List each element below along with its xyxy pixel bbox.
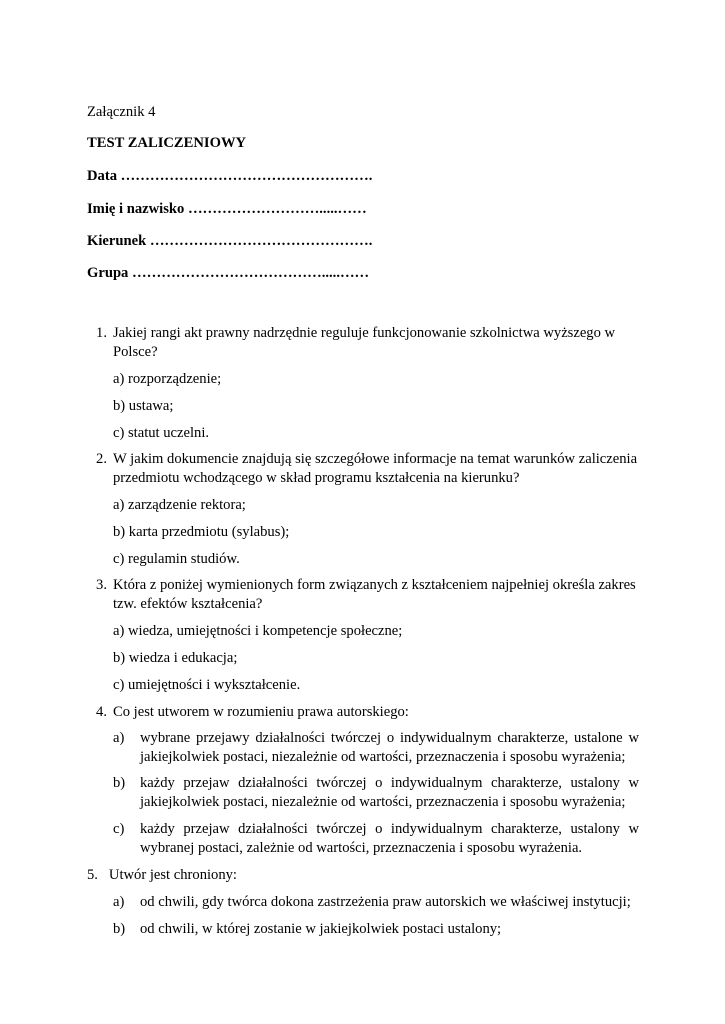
q1-option-a: a) rozporządzenie; [113, 371, 222, 387]
q3-option-a: a) wiedza, umiejętności i kompetencje społeczne; [113, 623, 403, 639]
q3-option-c: c) umiejętności i wykształcenie. [113, 677, 301, 693]
question-number: 1. [96, 325, 107, 341]
question-text: Co jest utworem w rozumieniu prawa autorskiego: [113, 704, 409, 720]
q2-option-a: a) zarządzenie rektora; [113, 497, 246, 513]
question-text: Utwór jest chroniony: [108, 867, 237, 883]
test-title: TEST ZALICZENIOWY [87, 135, 247, 151]
option-text: od chwili, w której zostanie w jakiejkolwiek postaci ustalony; [140, 921, 502, 937]
option-label: a) [113, 730, 125, 746]
question-1 [87, 324, 642, 362]
option-text-line-1: wybrane przejawy działalności twórczej o indywidualnym charakterze, ustalone w [140, 730, 639, 746]
question-3 [87, 576, 642, 614]
question-text: W jakim dokumencie znajdują się szczegółowe informacje na temat warunków zaliczenia przedmiotu wchodzącego w skład programu kształcenia na kierunku? [113, 451, 638, 486]
option-text-line-1: każdy przejaw działalności twórczej o indywidualnym charakterze, ustalony w [140, 821, 639, 837]
option-text-line-2: jakiejkolwiek postaci, niezależnie od wartości, przeznaczenia i sposobu wyrażenia; [140, 749, 626, 765]
date-field: Data ……………………………………………. [87, 168, 373, 184]
q4-option-b [113, 774, 639, 812]
q4-option-c [113, 820, 639, 858]
question-number: 3. [96, 577, 107, 593]
option-text-line-2: wybranej postaci, zależnie od wartości, przeznaczenia i sposobu wyrażenia. [140, 840, 583, 856]
option-text: od chwili, gdy twórca dokona zastrzeżenia praw autorskich we właściwej instytucji; [140, 894, 631, 910]
q2-option-c: c) regulamin studiów. [113, 551, 240, 567]
question-text: Jakiej rangi akt prawny nadrzędnie reguluje funkcjonowanie szkolnictwa wyższego w Polsce? [113, 325, 616, 360]
annex-label: Załącznik 4 [87, 104, 156, 120]
option-label: b) [113, 921, 126, 937]
q4-option-a [113, 729, 639, 767]
question-5 [87, 866, 237, 885]
question-4 [87, 703, 642, 722]
option-text-line-1: każdy przejaw działalności twórczej o indywidualnym charakterze, ustalony w [140, 775, 639, 791]
major-field: Kierunek ………………………………………. [87, 233, 373, 249]
question-number: 4. [96, 704, 107, 720]
q1-option-b: b) ustawa; [113, 398, 174, 414]
name-field: Imię i nazwisko ……………………….....…… [87, 201, 367, 217]
q3-option-b: b) wiedza i edukacja; [113, 650, 238, 666]
q2-option-b: b) karta przedmiotu (sylabus); [113, 524, 290, 540]
question-text: Która z poniżej wymienionych form związanych z kształceniem najpełniej określa zakres tzw. efektów kształcenia? [113, 577, 636, 612]
question-number: 5. [87, 867, 98, 883]
q5-option-b [113, 920, 639, 939]
option-label: b) [113, 775, 126, 791]
group-field: Grupa ………………………………….....…… [87, 265, 370, 281]
option-text-line-2: jakiejkolwiek postaci, niezależnie od wartości, przeznaczenia i sposobu wyrażenia; [140, 794, 626, 810]
option-label: a) [113, 894, 125, 910]
question-number: 2. [96, 451, 107, 467]
option-label: c) [113, 821, 125, 837]
question-2 [87, 450, 642, 488]
q5-option-a [113, 893, 639, 912]
q1-option-c: c) statut uczelni. [113, 425, 210, 441]
